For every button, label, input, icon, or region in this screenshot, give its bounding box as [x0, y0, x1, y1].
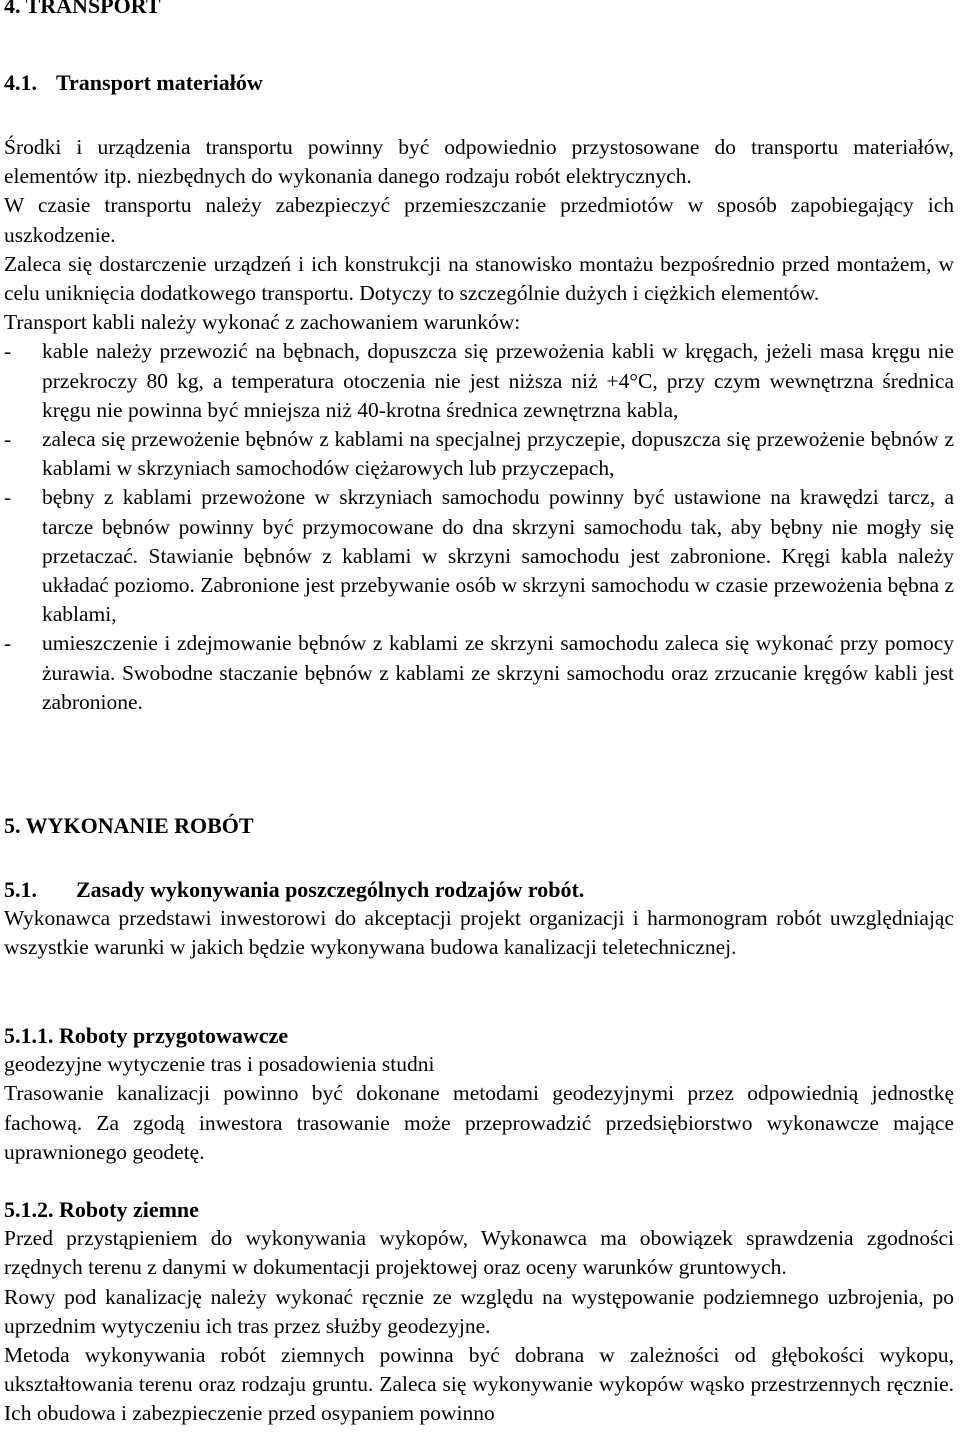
list-item [4, 483, 954, 629]
section-4-1-heading [4, 68, 263, 97]
list-item [4, 337, 954, 425]
paragraph-work-organization: Wykonawca przedstawi inwestorowi do akceptacji projekt organizacji i harmonogram robót uwzględniając wszystkie warunki w jakich będzie wykonywana budowa kanalizacji teletechnicznej. [4, 906, 954, 960]
section-5-1 [4, 875, 954, 963]
section-5-1-1-number: 5.1.1. [4, 1023, 54, 1048]
section-4-1-title: Transport materiałów [56, 70, 263, 95]
section-5-1-2 [4, 1195, 954, 1429]
section-5-1-1-title: Roboty przygotowawcze [59, 1023, 289, 1048]
cable-transport-conditions-list [4, 337, 954, 717]
paragraph-tracing: Trasowanie kanalizacji powinno być dokonane metodami geodezyjnymi przez odpowiednią jednostkę fachową. Za zgodą inwestora trasowanie może przeprowadzić przedsiębiorstwo wykonawcze mające uprawnionego geodetę. [4, 1081, 954, 1164]
list-marker: - [4, 631, 12, 656]
section-5-1-2-number: 5.1.2. [4, 1197, 54, 1222]
section-5-1-1-heading [4, 1021, 954, 1050]
paragraph-transport-protection: W czasie transportu należy zabezpieczyć przemieszczanie przedmiotów w sposób zapobiegający ich uszkodzenie. [4, 193, 954, 247]
section-5-1-2-title: Roboty ziemne [59, 1197, 199, 1222]
list-item-text: bębny z kablami przewożone w skrzyniach samochodu powinny być ustawione na krawędzi tarcz, a tarcze bębnów powinny być przymocowane do dna skrzyni samochodu tak, aby bębny nie mogły się przetaczać. Stawianie bębnów z kablami w skrzyni samochodu jest zabronione. Kręgi kabla należy układać poziomo. Zabronione jest przebywanie osób w skrzyni samochodu w czasie przewożenia bębna z kablami, [42, 485, 954, 627]
list-item-text: zaleca się przewożenie bębnów z kablami na specjalnej przyczepie, dopuszcza się przewożenie bębnów z kablami w skrzyniach samochodów ciężarowych lub przyczepach, [42, 427, 954, 481]
section-5-heading: 5. WYKONANIE ROBÓT [4, 813, 254, 838]
section-4-heading: 4. TRANSPORT [4, 0, 161, 18]
list-item [4, 629, 954, 717]
list-marker: - [4, 339, 12, 364]
paragraph-geodetic-setting: geodezyjne wytyczenie tras i posadowienia studni [4, 1052, 435, 1077]
list-item [4, 425, 954, 483]
section-5-1-1 [4, 1021, 954, 1167]
section-5-1-2-heading [4, 1195, 954, 1224]
paragraph-delivery-recommendation: Zaleca się dostarczenie urządzeń i ich konstrukcji na stanowisko montażu bezpośrednio przed montażem, w celu uniknięcia dodatkowego transportu. Dotyczy to szczególnie dużych i ciężkich elementów. [4, 251, 954, 306]
section-5-1-title: Zasady wykonywania poszczególnych rodzajów robót. [76, 877, 585, 902]
section-5-1-number: 5.1. [4, 877, 37, 902]
paragraph-manual-trenches: Rowy pod kanalizację należy wykonać ręcznie ze względu na występowanie podziemnego uzbrojenia, po uprzednim wytyczeniu ich tras przez służby geodezyjne. [4, 1284, 954, 1338]
list-item-text: kable należy przewozić na bębnach, dopuszcza się przewożenia kabli w kręgach, jeżeli masa kręgu nie przekroczy 80 kg, a temperatura otoczenia nie jest niższa niż +4°C, przy czym wewnętrzna średnica kręgu nie powinna być mniejsza niż 40-krotna średnica zewnętrzna kabla, [42, 339, 954, 422]
paragraph-excavation-method: Metoda wykonywania robót ziemnych powinna być dobrana w zależności od głębokości wykopu, ukształtowania terenu oraz rodzaju gruntu. Zaleca się wykonywanie wykopów wąsko przestrzennych ręcznie. Ich obudowa i zabezpieczenie przed osypaniem powinno [4, 1343, 954, 1426]
paragraph-cable-transport-intro: Transport kabli należy wykonać z zachowaniem warunków: [4, 310, 521, 335]
list-marker: - [4, 427, 12, 452]
section-4-1-number: 4.1. [4, 70, 37, 95]
list-marker: - [4, 485, 12, 510]
section-5-1-heading [4, 875, 954, 904]
section-4-1-body [4, 133, 954, 717]
paragraph-excavation-check: Przed przystąpieniem do wykonywania wykopów, Wykonawca ma obowiązek sprawdzenia zgodności rzędnych terenu z danymi w dokumentacji projektowej oraz oceny warunków gruntowych. [4, 1226, 954, 1280]
list-item-text: umieszczenie i zdejmowanie bębnów z kablami ze skrzyni samochodu zaleca się wykonać przy pomocy żurawia. Swobodne staczanie bębnów z kablami ze skrzyni samochodu oraz zrzucanie kręgów kabli jest zabronione. [42, 631, 954, 714]
paragraph-transport-means: Środki i urządzenia transportu powinny być odpowiednio przystosowane do transportu materiałów, elementów itp. niezbędnych do wykonania danego rodzaju robót elektrycznych. [4, 135, 954, 189]
